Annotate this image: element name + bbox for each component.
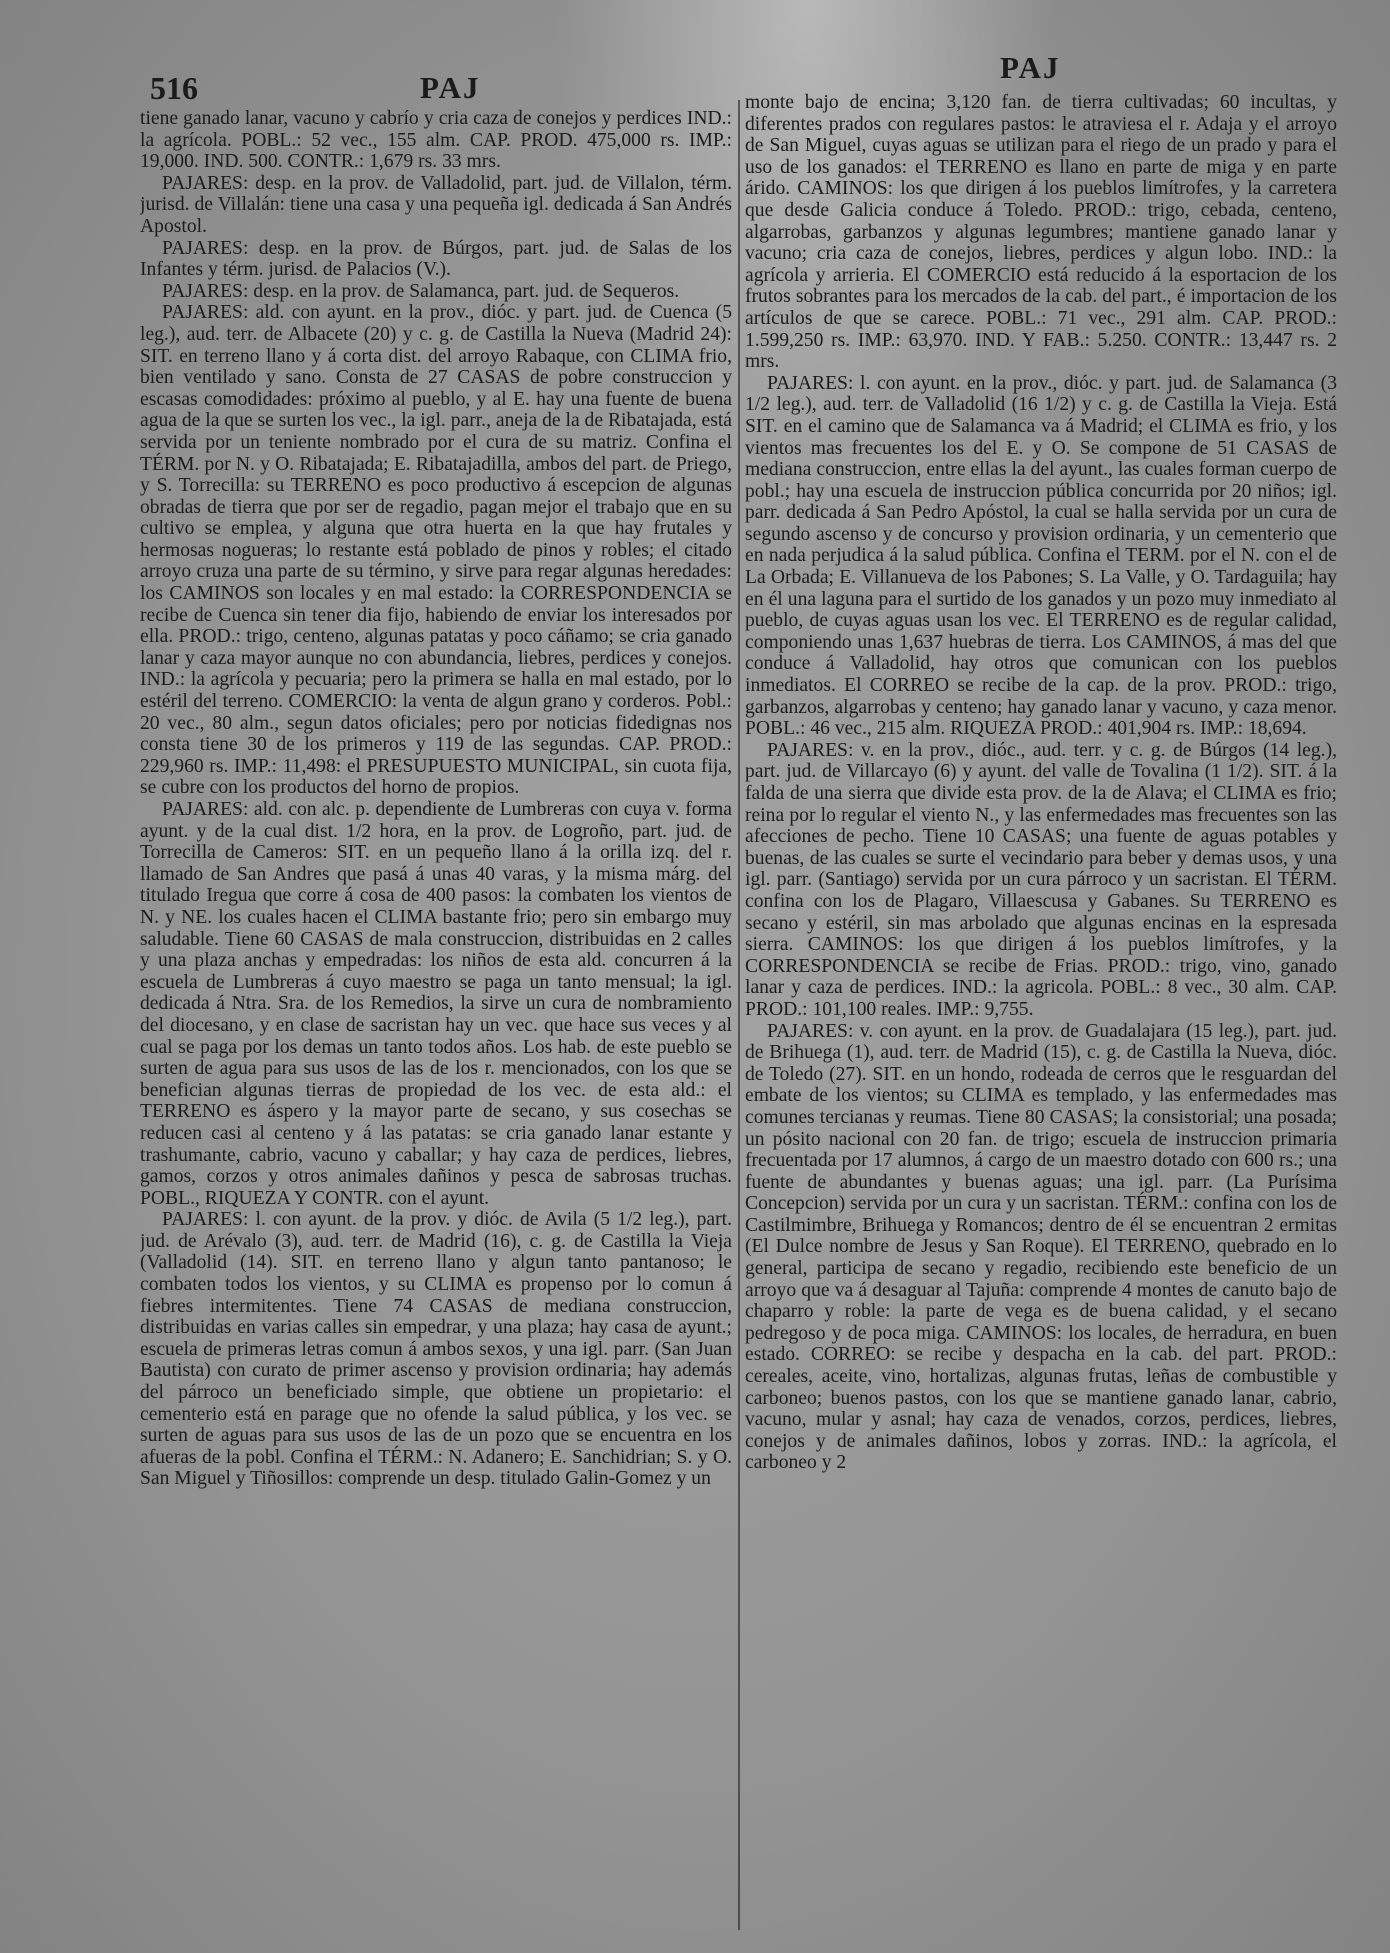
entry-paragraph: PAJARES: l. con ayunt. en la prov., dióc. y part. jud. de Salamanca (3 1/2 leg.), aud. terr. de Valladolid (16 1/2) y c. g. de Castilla la Vieja. Está SIT. en el camino que de Salamanca va á Madrid; el CLIMA es frio, y los vientos mas frecuentes los del E. y O. Se compone de 51 CASAS de mediana construccion, entre ellas la del ayunt., las cuales forman cuerpo de pobl.; hay una escuela de instruccion pública concurrida por 20 niños; igl. parr. dedicada á San Pedro Apóstol, la cual se halla servida por un cura de segundo ascenso y de concurso y provision ordinaria, y un cementerio que en nada perjudica á la salud pública. Confina el TERM. por el N. con el de La Orbada; E. Villanueva de los Pabones; S. La Valle, y O. Tardaguila; hay en él una laguna para el surtido de los ganados y un pozo muy inmediato al pueblo, de cuyas aguas usan los vec. El TERRENO es de regular calidad, componiendo unas 1,637 huebras de tierra. Los CAMINOS, á mas del que conduce á Valladolid, hay otros que comunican con los pueblos inmediatos. El CORREO se recibe de la cap. de la prov. PROD.: trigo, garbanzos, algarrobas y centeno; hay ganado lanar y vacuno, y caza menor. POBL.: 46 vec., 215 alm. RIQUEZA PROD.: 401,904 rs. IMP.: 18,694. [745,372,1337,740]
right-running-head: PAJ [1000,50,1061,85]
entry-paragraph: PAJARES: v. con ayunt. en la prov. de Guadalajara (15 leg.), part. jud. de Brihuega (1), aud. terr. de Madrid (15), c. g. de Castilla la Nueva, dióc. de Toledo (27). SIT. en un hondo, rodeada de cerros que le resguardan del embate de los vientos; su CLIMA es templado, y las enfermedades mas comunes tercianas y reumas. Tiene 80 CASAS; la consistorial; una posada; un pósito nacional con 20 fan. de trigo; escuela de instruccion primaria frecuentada por 17 alumnos, á cargo de un maestro dotado con 600 rs.; una fuente de abundantes y buenas aguas; una igl. parr. (La Purísima Concepcion) servida por un cura y un sacristan. TÉRM.: confina con los de Castilmimbre, Brihuega y Romancos; dentro de él se encuentran 2 ermitas (El Dulce nombre de Jesus y San Roque). El TERRENO, quebrado en lo general, participa de secano y regadio, recibiendo este beneficio de un arroyo que va á desaguar al Tajuña: comprende 4 montes de canuto bajo de chaparro y roble: la parte de vega es de buena calidad, y el secano pedregoso y de poca miga. CAMINOS: los locales, de herradura, en buen estado. CORREO: se recibe y despacha en la cab. del part. PROD.: cereales, aceite, vino, hortalizas, algunas frutas, leñas de combustible y carboneo; buenos pastos, con los que se mantiene ganado lanar, cabrio, vacuno, mular y asnal; hay caza de venados, corzos, perdices, liebres, conejos y de animales dañinos, lobos y zorras. IND.: la agrícola, el carboneo y 2 [745,1020,1337,1474]
entry-paragraph: tiene ganado lanar, vacuno y cabrío y cria caza de conejos y perdices IND.: la agrícola. POBL.: 52 vec., 155 alm. CAP. PROD. 475,000 rs. IMP.: 19,000. IND. 500. CONTR.: 1,679 rs. 33 mrs. [140,108,732,173]
entry-paragraph: PAJARES: desp. en la prov. de Salamanca, part. jud. de Sequeros. [162,280,680,302]
right-column [745,92,1337,1922]
entry-paragraph: PAJARES: ald. con ayunt. en la prov., dióc. y part. jud. de Cuenca (5 leg.), aud. terr. de Albacete (20) y c. g. de Castilla la Nueva (Madrid 24): SIT. en terreno llano y á corta dist. del arroyo Rabaque, con CLIMA frio, bien ventilado y sano. Consta de 27 CASAS de pobre construccion y escasas comodidades: próximo al pueblo, y al E. hay una fuente de buena agua de la que se surten los vec., la igl. parr., aneja de la de Ribatajada, está servida por un teniente nombrado por el cura de su matriz. Confina el TÉRM. por N. y O. Ribatajada; E. Ribatajadilla, ambos del part. de Priego, y S. Torrecilla: su TERRENO es poco productivo á escepcion de algunas obradas de tierra que por ser de regadio, pagan mejor el trabajo que en su cultivo se emplea, y alguna que otra huerta en la que hay frutales y hermosas nogueras; lo restante está poblado de pinos y robles; el citado arroyo cruza una parte de su término, y sirve para regar algunas heredades: los CAMINOS son locales y en mal estado: la CORRESPONDENCIA se recibe de Cuenca sin tener dia fijo, habiendo de enviar los interesados por ella. PROD.: trigo, centeno, algunas patatas y poco cáñamo; se cria ganado lanar y caza mayor aunque no con abundancia, liebres, perdices y conejos. IND.: la agrícola y pecuaria; pero la primera se halla en mal estado, por lo estéril del terreno. COMERCIO: la venta de algun grano y corderos. Pobl.: 20 vec., 80 alm., segun datos oficiales; pero por noticias fidedignas nos consta tiene 30 de los primeros y 119 de las segundas. CAP. PROD.: 229,960 rs. IMP.: 11,498: el PRESUPUESTO MUNICIPAL, sin cuota fija, se cubre con los productos del horno de propios. [140,302,732,799]
entry-paragraph: PAJARES: desp. en la prov. de Valladolid, part. jud. de Villalon, térm. jurisd. de Villalán: tiene una casa y una pequeña igl. dedicada á San Andrés Apostol. [140,172,732,237]
left-column [140,108,732,1938]
entry-paragraph: PAJARES: v. en la prov., dióc., aud. terr. y c. g. de Búrgos (14 leg.), part. jud. de Villarcayo (6) y ayunt. del valle de Tovalina (1 1/2). SIT. á la falda de una sierra que divide esta prov. de la de Alava; el CLIMA es frio; reina por lo regular el viento N., y las enfermedades mas frecuentes son las afecciones de pecho. Tiene 10 CASAS; una fuente de aguas potables y buenas, de las cuales se surte el vecindario para beber y demas usos, y una igl. parr. (Santiago) servida por un cura párroco y un sacristan. El TÉRM. confina con los de Plagaro, Villaescusa y Gabanes. Su TERRENO es secano y estéril, sin mas arbolado que algunas encinas en la espresada sierra. CAMINOS: los que dirigen á los pueblos limítrofes, y la CORRESPONDENCIA se recibe de Frias. PROD.: trigo, vino, ganado lanar y caza de perdices. IND.: la agricola. POBL.: 8 vec., 30 alm. CAP. PROD.: 101,100 reales. IMP.: 9,755. [745,739,1337,1020]
entry-paragraph: PAJARES: desp. en la prov. de Búrgos, part. jud. de Salas de los Infantes y térm. jurisd. de Palacios (V.). [140,237,732,281]
column-divider [738,100,740,1930]
left-running-head: PAJ [420,70,481,105]
entry-paragraph: monte bajo de encina; 3,120 fan. de tierra cultivadas; 60 incultas, y diferentes prados con regulares pastos: le atraviesa el r. Adaja y el arroyo de San Miguel, cuyas aguas se utilizan para el riego de un prado y para el uso de los ganados: el TERRENO es llano en parte de miga y en parte árido. CAMINOS: los que dirigen á los pueblos limítrofes, y la carretera que desde Galicia conduce á Toledo. PROD.: trigo, cebada, centeno, algarrobas, garbanzos y algunas legumbres; mantiene ganado lanar y vacuno; cria caza de conejos, liebres, perdices y algun lobo. IND.: la agrícola y arrieria. El COMERCIO está reducido á la esportacion de los frutos sobrantes para los mercados de la cab. del part., é importacion de los artículos de que se carece. POBL.: 71 vec., 291 alm. CAP. PROD.: 1.599,250 rs. IMP.: 63,970. IND. Y FAB.: 5.250. CONTR.: 13,447 rs. 2 mrs. [745,92,1337,373]
entry-paragraph: PAJARES: ald. con alc. p. dependiente de Lumbreras con cuya v. forma ayunt. y de la cual dist. 1/2 hora, en la prov. de Logroño, part. jud. de Torrecilla de Cameros: SIT. en un pequeño llano á la orilla izq. del r. llamado de San Andres que pasá á unas 40 varas, y la misma márg. del titulado Iregua que corre á cosa de 400 pasos: la combaten los vientos de N. y NE. los cuales hacen el CLIMA bastante frio; pero sin embargo muy saludable. Tiene 60 CASAS de mala construccion, distribuidas en 2 calles y una plaza anchas y empedradas: los niños de esta ald. concurren á la escuela de Lumbreras á cuyo maestro se paga un tanto mensual; la igl. dedicada á Ntra. Sra. de los Remedios, la sirve un cura de nombramiento del diocesano, y en clase de sacristan hay un vec. que hace sus veces y al cual se paga por los demas un tanto todos años. Los hab. de este pueblo se surten de agua para sus usos de las de los r. mencionados, con los que se benefician algunas tierras de propiedad de los vec. de esta ald.: el TERRENO es áspero y la mayor parte de secano, y sus cosechas se reducen casi al centeno y á las patatas: se cria ganado lanar estante y trashumante, cabrio, vacuno y caballar; y hay caza de perdices, liebres, gamos, corzos y otros animales dañinos y pesca de sabrosas truchas. POBL., RIQUEZA Y CONTR. con el ayunt. [140,799,732,1209]
entry-paragraph: PAJARES: l. con ayunt. de la prov. y dióc. de Avila (5 1/2 leg.), part. jud. de Arévalo (3), aud. terr. de Madrid (16), c. g. de Castilla la Vieja (Valladolid (14). SIT. en terreno llano y algun tanto pantanoso; le combaten todos los vientos, y su CLIMA es propenso por lo comun á fiebres intermitentes. Tiene 74 CASAS de mediana construccion, distribuidas en varias calles sin empedrar, y una plaza; hay casa de ayunt.; escuela de primeras letras comun á ambos sexos, y una igl. parr. (San Juan Bautista) con curato de primer ascenso y provision ordinaria; hay además del párroco un beneficiado simple, que obtiene un propietario: el cementerio está en parage que no ofende la salud pública, y los vec. se surten de aguas para sus usos de las de un pozo que se encuentra en los afueras de la pobl. Confina el TÉRM.: N. Adanero; E. Sanchidrian; S. y O. San Miguel y Tiñosillos: comprende un desp. titulado Galin-Gomez y un [140,1209,732,1490]
page-number: 516 [150,70,198,106]
